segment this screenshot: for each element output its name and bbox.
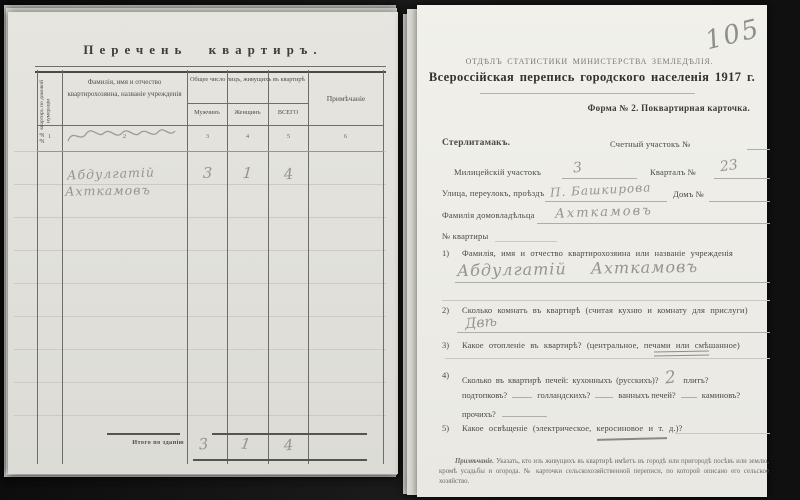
answer-2-line: [457, 332, 770, 333]
handwritten-street: П. Башкирова: [549, 180, 652, 200]
street-label: Улица, переулокъ, проѣздъ: [442, 188, 545, 198]
blank-line: [502, 409, 547, 417]
question-3-text: Какое отопленіе въ квартирѣ? (центральное, печами или смѣшанное): [462, 340, 740, 350]
census-title: Всероссійская перепись городского населенія 1917 г.: [428, 70, 756, 84]
column-number: 6: [343, 133, 348, 140]
footnote-text: Указать, кто изъ живущихъ въ квартирѣ имѣетъ въ городѣ или пригородѣ посѣвъ или землю, кромѣ усадьбы и огорода. № карточки сельскохозяйственной переписи, по которой описано его сельское хозяйство.: [439, 458, 770, 485]
count-district-label: Счетный участокъ №: [610, 139, 691, 149]
handwritten-russian-stoves-count: 2: [664, 367, 678, 389]
handwritten-women-count: 1: [242, 163, 254, 183]
gridline: [187, 70, 188, 464]
handwritten-block-number: 23: [718, 156, 739, 176]
column-number: 3: [205, 133, 210, 140]
block-blank: [714, 178, 770, 179]
blank-line: [595, 390, 613, 398]
answer-1-line-2: [442, 300, 770, 301]
handwritten-double-underline: [654, 351, 709, 357]
footnote-lead: Примѣчаніе.: [455, 458, 494, 465]
question-4-number: 4): [442, 370, 450, 380]
gridline: [37, 151, 384, 152]
question-4-line1: Сколько въ квартирѣ печей: кухонныхъ (русскихъ)? 2 плитъ?: [462, 367, 709, 389]
street-blank: [545, 201, 667, 202]
city-name: Стерлитамакъ.: [442, 138, 511, 148]
gridline: [308, 70, 309, 464]
handwritten-stroke: [597, 437, 667, 441]
column-number: 4: [245, 133, 250, 140]
totals-rule: [107, 433, 180, 435]
column-header-note: Примѣчаніе: [326, 94, 366, 103]
column-header-persons-group: Общее число лицъ, живущихъ въ квартирѣ: [190, 76, 305, 83]
apartment-list-table: [37, 70, 384, 464]
totals-rule: [212, 433, 367, 435]
house-blank: [709, 201, 770, 202]
column-number: 2: [122, 133, 127, 140]
column-number: 5: [286, 133, 291, 140]
handwritten-page-number: 105: [702, 13, 764, 57]
question-2-text: Сколько комнатъ въ квартирѣ (считая кухню и комнату для прислуги): [462, 305, 748, 315]
count-district-blank: [747, 149, 770, 150]
title-rule: [480, 93, 695, 94]
column-number: 1: [47, 133, 52, 140]
apartment-label: № квартиры: [442, 231, 489, 241]
column-header-name: Фамилія, имя и отчество квартирохозяина, названіе учрежденія: [67, 78, 182, 98]
handwritten-totals-women: 1: [239, 434, 253, 454]
left-page: [8, 12, 398, 474]
blank-line: [681, 390, 697, 398]
question-1-number: 1): [442, 248, 450, 258]
handwritten-owner: Ахткамовъ: [554, 203, 654, 222]
question-5-number: 5): [442, 423, 450, 433]
question-2-number: 2): [442, 305, 450, 315]
handwritten-answer-1: Абдулгатій Ахткамовъ: [456, 256, 699, 281]
blank-line: [512, 390, 532, 398]
answer-1-line: [455, 282, 770, 283]
question-1-text: Фамилія, имя и отчество квартирохозяина или названіе учрежденія: [462, 248, 733, 258]
answer-3-line: [445, 358, 770, 359]
apartment-blank: [495, 241, 557, 242]
question-4-line3: прочихъ?: [462, 409, 770, 419]
totals-bottom-rule: [193, 459, 367, 461]
police-district-blank: [562, 178, 637, 179]
handwritten-tenant-name-line2: Ахткамовъ: [64, 182, 151, 199]
footnote: [439, 457, 769, 487]
gridline: [187, 103, 308, 104]
totals-label: Итого по зданію: [132, 439, 184, 446]
gridline: [268, 70, 269, 464]
question-4-line2: подтопковъ? голландскихъ? ванныхъ печей? каминовъ?: [462, 390, 741, 400]
gridline: [37, 70, 38, 464]
column-header-women: Женщинъ: [234, 109, 261, 116]
question-5-text: Какое освѣщеніе (электрическое, керосиновое и т. д.)?: [462, 423, 683, 433]
heating-option-stoves: печами или: [643, 340, 690, 350]
gridline: [227, 70, 228, 464]
gridline: [383, 70, 384, 464]
police-district-label: Милицейскій участокъ: [454, 167, 542, 177]
form-title: Форма № 2. Поквартирная карточка.: [587, 103, 750, 113]
handwritten-police-district: 3: [572, 159, 583, 177]
house-label: Домъ №: [673, 189, 705, 199]
question-3-number: 3): [442, 340, 450, 350]
right-page-form: [417, 5, 770, 497]
handwritten-tenant-name-line1: Абдулгатій: [66, 164, 156, 183]
handwriting-scrawl-row1: [63, 124, 181, 148]
block-label: Кварталъ №: [650, 167, 697, 177]
handwritten-answer-2: Двѣ: [464, 313, 498, 333]
answer-5-line: [675, 433, 770, 434]
column-header-total: ВСЕГО: [277, 109, 299, 116]
handwritten-men-count: 3: [202, 164, 214, 182]
handwritten-totals-men: 3: [197, 434, 211, 454]
handwritten-total-count: 4: [282, 164, 296, 184]
column-header-men: Мужчинъ: [194, 109, 220, 116]
column-header-apartment-no: №№ квартиръ по домовой нумераціи: [39, 79, 52, 143]
handwritten-totals-total: 4: [283, 435, 295, 455]
owner-label: Фамилія домовладѣльца: [442, 210, 535, 220]
owner-blank: [537, 223, 770, 224]
department-line: ОТДѢЛЪ СТАТИСТИКИ МИНИСТЕРСТВА ЗЕМЛЕДѢЛІЯ.: [465, 57, 714, 66]
left-page-title: Перечень квартиръ.: [83, 42, 323, 57]
